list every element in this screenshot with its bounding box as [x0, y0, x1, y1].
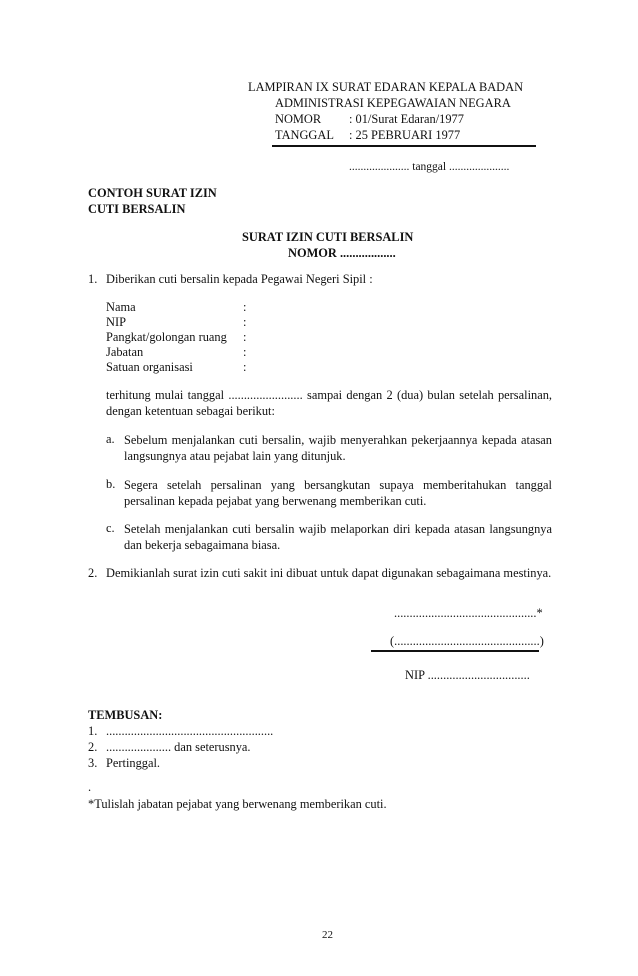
header-underline — [272, 145, 536, 147]
tembusan-item-number: 3. — [88, 756, 98, 770]
header-nomor-value: : 01/Surat Edaran/1977 — [349, 112, 464, 126]
field-colon: : — [243, 315, 247, 329]
period-line1: terhitung mulai tanggal ........................ sampai dengan 2 (dua) bulan setelah persalinan, — [106, 388, 552, 402]
tembusan-item-text: ..................... dan seterusnya. — [106, 740, 251, 754]
attachment-header-line2: ADMINISTRASI KEPEGAWAIAN NEGARA — [275, 96, 511, 110]
condition-b-line1: Segera setelah persalinan yang bersangkutan supaya memberitahukan tanggal — [124, 478, 552, 492]
field-colon: : — [243, 300, 247, 314]
field-colon: : — [243, 360, 247, 374]
field-label-satuan-organisasi: Satuan organisasi — [106, 360, 193, 374]
attachment-header-line1: LAMPIRAN IX SURAT EDARAN KEPALA BADAN — [248, 80, 524, 94]
condition-c-line1: Setelah menjalankan cuti bersalin wajib melaporkan diri kepada atasan langsungnya — [124, 522, 552, 536]
field-colon: : — [243, 345, 247, 359]
example-caption-line2: CUTI BERSALIN — [88, 202, 186, 216]
signature-name-line: (...............................................) — [390, 634, 544, 648]
header-tanggal-value: : 25 PEBRUARI 1977 — [349, 128, 461, 142]
condition-c-letter: c. — [106, 521, 115, 535]
example-caption-line1: CONTOH SURAT IZIN — [88, 186, 217, 200]
item2-number: 2. — [88, 566, 98, 580]
condition-c-line2: dan bekerja sebagaimana biasa. — [124, 538, 281, 552]
field-label-nama: Nama — [106, 300, 136, 314]
field-label-jabatan: Jabatan — [106, 345, 144, 359]
date-line: ..................... tanggal ..................... — [349, 161, 510, 173]
tembusan-item-number: 2. — [88, 740, 98, 754]
tembusan-heading: TEMBUSAN: — [88, 708, 163, 722]
item1-text: Diberikan cuti bersalin kepada Pegawai Negeri Sipil : — [106, 272, 373, 286]
condition-b-line2: persalinan kepada pejabat yang berwenang memberikan cuti. — [124, 494, 427, 508]
header-nomor-label: NOMOR — [275, 112, 322, 126]
letter-number: NOMOR .................. — [288, 246, 396, 260]
footnote-text: *Tulislah jabatan pejabat yang berwenang memberikan cuti. — [88, 797, 387, 811]
condition-b-letter: b. — [106, 477, 116, 491]
letter-title: SURAT IZIN CUTI BERSALIN — [242, 230, 414, 244]
signature-nip-line: NIP ................................. — [405, 668, 530, 682]
header-tanggal-label: TANGGAL — [275, 128, 334, 142]
signature-title-line: ..............................................* — [394, 606, 543, 620]
condition-a-line2: langsungnya atau pejabat lain yang ditunjuk. — [124, 449, 346, 463]
tembusan-item-text: Pertinggal. — [106, 756, 161, 770]
item1-number: 1. — [88, 272, 98, 286]
signature-underline — [371, 650, 539, 652]
field-label-pangkat: Pangkat/golongan ruang — [106, 330, 227, 344]
page-number: 22 — [322, 929, 333, 941]
condition-a-letter: a. — [106, 432, 115, 446]
field-label-nip: NIP — [106, 315, 126, 329]
tembusan-item-text: ...................................................... — [106, 724, 274, 738]
item2-text: Demikianlah surat izin cuti sakit ini dibuat untuk dapat digunakan sebagaimana mestinya. — [106, 566, 552, 580]
period-line2: dengan ketentuan sebagai berikut: — [106, 404, 275, 418]
condition-a-line1: Sebelum menjalankan cuti bersalin, wajib menyerahkan pekerjaannya kepada atasan — [124, 433, 552, 447]
field-colon: : — [243, 330, 247, 344]
footnote-dot: . — [88, 780, 92, 794]
tembusan-item-number: 1. — [88, 724, 98, 738]
